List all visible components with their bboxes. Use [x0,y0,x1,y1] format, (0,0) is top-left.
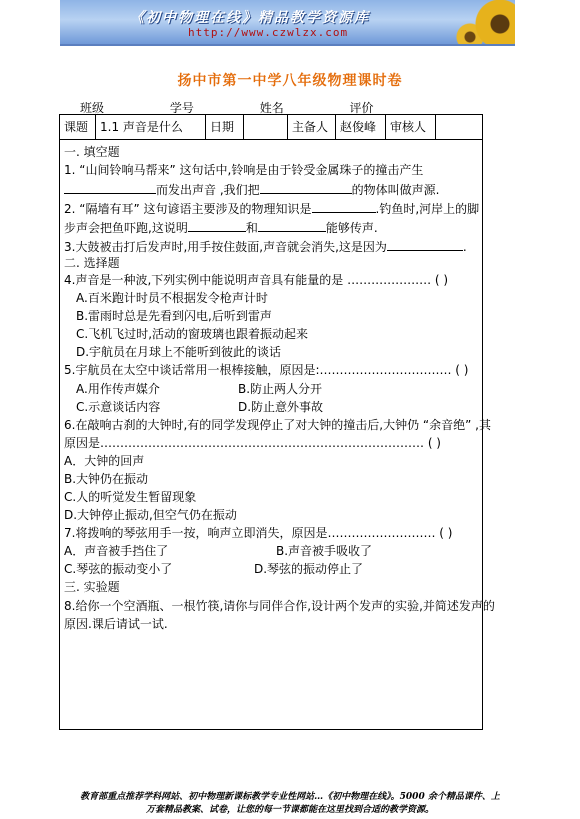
reviewer-value [436,115,482,139]
question-text: 原因.课后请试一试. [64,617,168,631]
page-footer [0,791,580,817]
banner-divider [60,44,515,46]
answer-blank[interactable] [188,219,246,232]
option-text: C.人的听觉发生暂留现象 [64,490,197,504]
footer-line: 教育部重点推荐学科网站、初中物理新课标教学专业性网站…《初中物理在线》。5000 余个精品课件、上 [80,792,500,802]
option-text: D.防止意外事故 [238,400,324,414]
question-text: 2. “隔墙有耳” 这句谚语主要涉及的物理知识是 .钓鱼时,河岸上的脚 [64,202,480,216]
lead-value: 赵俊峰 [336,115,386,139]
class-field: 班级________ [80,101,153,115]
option-text: B.雷雨时总是先看到闪电,后听到雷声 [76,309,272,323]
section-heading: 三. 实验题 [64,580,120,594]
banner-title: 《初中物理在线》精品教学资源库 [130,10,370,26]
question-text: 5.宇航员在太空中谈话常用一根棒接触，原因是:…………………………… ( ) [64,363,469,377]
reviewer-label: 审核人 [386,115,436,139]
score-field: 评价________ [349,101,422,115]
topic-label: 课题 [60,115,96,139]
lead-label: 主备人 [288,115,336,139]
topic-value: 1.1 声音是什么 [96,115,206,139]
question-text: 6.在敲响古刹的大钟时,有的同学发现停止了对大钟的撞击后,大钟仍 “余音绝” ,其 [64,418,491,432]
option-text: C.琴弦的振动变小了 [64,562,173,576]
worksheet-frame [59,114,495,730]
section-heading: 二. 选择题 [64,256,120,270]
answer-blank[interactable] [387,238,463,251]
date-value [244,115,288,139]
option-text: C.飞机飞过时,活动的窗玻璃也跟着振动起来 [76,327,309,341]
question-text: 7.将拨响的琴弦用手一按，响声立即消失，原因是……………………… ( ) [64,526,453,540]
question-text: 而发出声音 ,我们把 的物体叫做声源. [64,181,439,198]
header-row [60,115,482,140]
option-text: A．声音被手挡住了 [64,544,169,558]
option-text: B.声音被手吸收了 [276,544,373,558]
option-text: A．大钟的回声 [64,454,145,468]
date-label: 日期 [206,115,244,139]
answer-blank[interactable] [312,200,376,213]
option-text: D.大钟停止振动,但空气仍在振动 [64,508,237,522]
question-text: 步声会把鱼吓跑,这说明 和 能够传声. [64,221,378,235]
page-title: 扬中市第一中学八年级物理课时卷 [177,73,403,89]
question-text: 8.给你一个空酒瓶、一根竹筷,请你与同伴合作,设计两个发声的实验,并简述发声的 [64,599,495,613]
answer-blank[interactable] [64,181,156,194]
sunflower-icon [470,0,515,44]
site-banner [60,0,515,44]
answer-blank[interactable] [258,219,326,232]
option-text: A.百米跑计时员不根据发令枪声计时 [76,291,268,305]
banner-url[interactable]: http://www.czwlzx.com [188,26,349,39]
name-field: 姓名________ [259,101,332,115]
option-text: C.示意谈话内容 [76,400,161,414]
section-heading: 一. 填空题 [64,145,120,159]
question-text: 1. “山间铃响马帮来” 这句话中,铃响是由于铃受金属珠子的撞击产生 [64,163,424,177]
question-text: 3.大鼓被击打后发声时,用手按住鼓面,声音就会消失,这是因为 . [64,240,467,254]
question-text: 4.声音是一种波,下列实例中能说明声音具有能量的是 ………………… ( ) [64,273,449,287]
option-text: B.防止两人分开 [238,382,323,396]
option-text: B.大钟仍在振动 [64,472,149,486]
option-text: D.琴弦的振动停止了 [254,562,364,576]
option-text: A.用作传声媒介 [76,382,160,396]
answer-blank[interactable] [260,181,352,194]
footer-line: 万套精品教案、试卷，让您的每一节课都能在这里找到合适的教学资源。 [145,805,434,815]
number-field: 学号________ [169,101,242,115]
option-text: D.宇航员在月球上不能听到彼此的谈话 [76,345,282,359]
question-text: 原因是……………………………………………………………………… ( ) [64,436,441,450]
